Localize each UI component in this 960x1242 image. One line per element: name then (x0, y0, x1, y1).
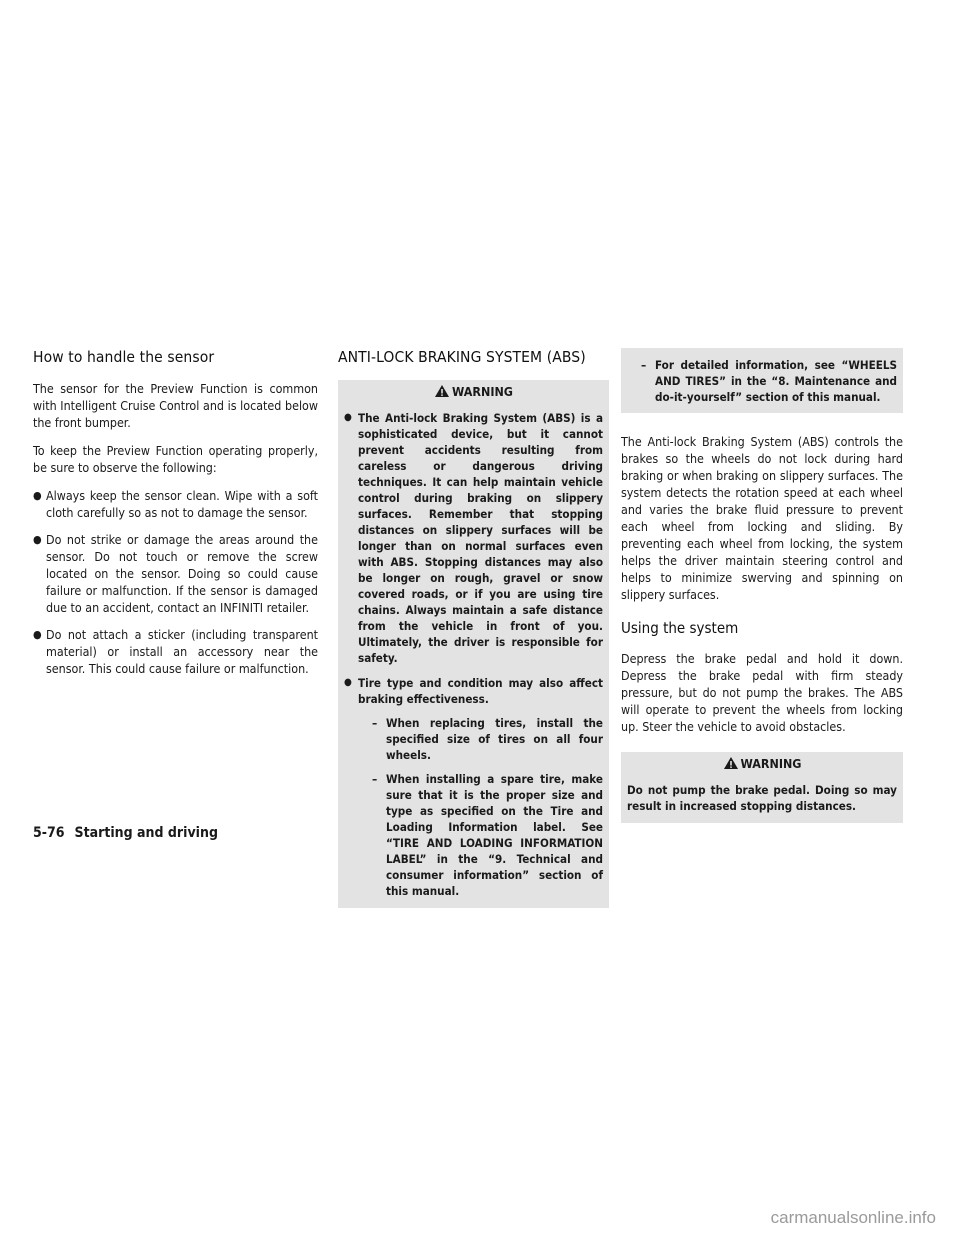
bullet-icon: ● (33, 533, 42, 546)
page-footer (33, 825, 218, 841)
warning-sub-item: – When installing a spare tire, make sure that it is the proper size and type as specified on the Tire and Loading Information label. See “TIRE AND LOADING INFORMATION LABEL” in the “9. Technical and consumer information” section of this manual. (372, 772, 603, 898)
warning-header: WARNING (344, 380, 603, 402)
column-1 (33, 348, 318, 687)
list-item: ● Always keep the sensor clean. Wipe with a soft cloth carefully so as not to damage the sensor. (33, 488, 318, 520)
paragraph: To keep the Preview Function operating properly, be sure to observe the following: (33, 443, 318, 475)
bullet-icon: ● (33, 628, 42, 641)
bullet-icon: ● (344, 412, 352, 423)
warning-triangle-icon (434, 384, 450, 398)
section-name: Starting and driving (74, 825, 218, 841)
warning-box-continued (621, 348, 903, 413)
paragraph: Depress the brake pedal and hold it down. Depress the brake pedal with firm steady pressure, but do not pump the brakes. The ABS will operate to prevent the wheels from locking up. Steer the vehicle to avoid obstacles. (621, 651, 903, 734)
warning-triangle-icon (723, 756, 739, 770)
warning-bullet: ● Tire type and condition may also affect braking effectiveness. – When replacing tires, install the specified size of tires on all four wheels. – When installing a spare tire, make sure that it is the proper size and type as specified on the Tire and Loading Information label. See “TIRE AND LOADING INFORMATION LABEL” in the “9. Technical and consumer information” section of this manual. (344, 676, 603, 898)
list-item: ● Do not strike or damage the areas around the sensor. Do not touch or remove the screw located on the sensor. Doing so could cause failure or malfunction. If the sensor is damaged due to an accident, contact an INFINITI retailer. (33, 532, 318, 615)
warning-bullet: ● The Anti-lock Braking System (ABS) is a sophisticated device, but it cannot prevent accidents resulting from careless or dangerous driving techniques. It can help maintain vehicle control during braking on slippery surfaces. Remember that stopping distances on slippery surfaces will be longer than on normal surfaces even with ABS. Stopping distances may also be longer on rough, gravel or snow covered roads, or if you are using tire chains. Always maintain a safe distance from the vehicle in front of you. Ultimately, the driver is responsible for safety. (344, 411, 603, 665)
watermark: carmanualsonline.info (770, 1208, 936, 1227)
column-3 (621, 348, 903, 823)
section-heading-abs: ANTI-LOCK BRAKING SYSTEM (ABS) (338, 348, 586, 366)
column-2 (338, 348, 609, 908)
list-item: ● Do not attach a sticker (including transparent material) or install an accessory near the sensor. This could cause failure or malfunction. (33, 627, 318, 676)
section-heading-sensor: How to handle the sensor (33, 348, 215, 366)
warning-box (621, 752, 903, 823)
page-number: 5-76 (33, 825, 65, 841)
warning-sub-item: – When replacing tires, install the specified size of tires on all four wheels. (372, 716, 603, 762)
warning-text: Do not pump the brake pedal. Doing so may result in increased stopping distances. (627, 783, 897, 813)
paragraph: The Anti-lock Braking System (ABS) controls the brakes so the wheels do not lock during hard braking or when braking on slippery surfaces. The system detects the rotation speed at each wheel and varies the brake fluid pressure to prevent each wheel from locking and sliding. By preventing each wheel from locking, the system helps the driver maintain steering control and helps to minimize swerving and spinning on slippery surfaces. (621, 434, 903, 602)
section-heading-using: Using the system (621, 619, 739, 637)
warning-header: WARNING (627, 752, 897, 774)
warning-box (338, 380, 609, 908)
bullet-icon: ● (344, 677, 352, 688)
bullet-icon: ● (33, 489, 42, 502)
warning-sub-item: – For detailed information, see “WHEELS AND TIRES” in the “8. Maintenance and do-it-yourself” section of this manual. (641, 358, 897, 404)
paragraph: The sensor for the Preview Function is common with Intelligent Cruise Control and is located below the front bumper. (33, 381, 318, 430)
